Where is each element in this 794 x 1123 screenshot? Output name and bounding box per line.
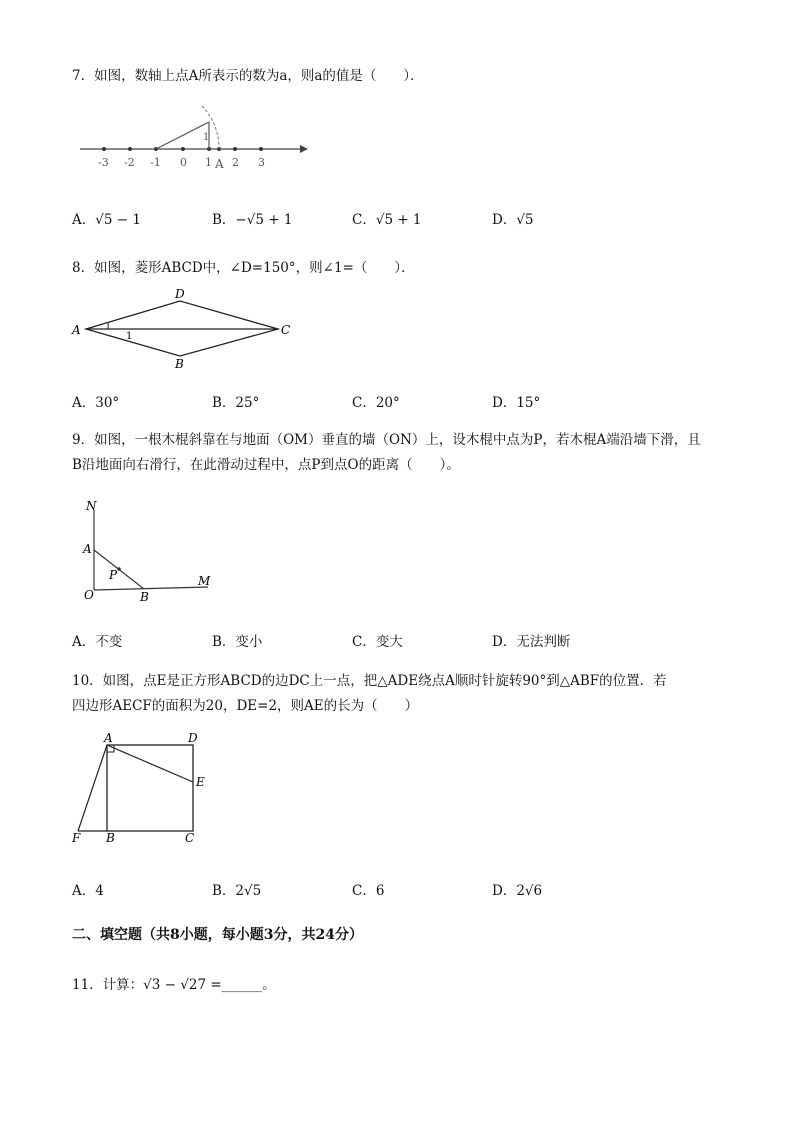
q7-option-c[interactable]: C．√5 + 1 <box>352 212 422 228</box>
vertex-d-label: D <box>188 731 198 745</box>
side-label: 1 <box>203 132 210 143</box>
tick-label: 3 <box>258 156 265 169</box>
angle-1-label: 1 <box>126 331 133 342</box>
section-2-title: 二、填空题（共8小题，每小题3分，共24分） <box>72 927 363 943</box>
q9-option-d[interactable]: D．无法判断 <box>492 634 571 650</box>
q8-option-b[interactable]: B．25° <box>212 395 260 411</box>
question-9-text-line1: 9．如图，一根木棍斜靠在与地面（OM）垂直的墙（ON）上，设木棍中点为P，若木棍A端沿墙下滑，且 <box>72 432 701 448</box>
q7-option-a[interactable]: A．√5 − 1 <box>72 212 141 228</box>
q10-option-c[interactable]: C．6 <box>352 883 385 899</box>
number-line-figure <box>78 104 310 176</box>
tick-label: 2 <box>232 156 239 169</box>
vertex-b-label: B <box>106 831 115 845</box>
q10-option-a[interactable]: A．4 <box>72 883 104 899</box>
question-10-text-line2: 四边形AECF的面积为20，DE=2，则AE的长为（ ） <box>72 698 419 714</box>
point-m-label: M <box>198 574 211 588</box>
question-10-text-line1: 10．如图，点E是正方形ABCD的边DC上一点，把△ADE绕点A顺时针旋转90°到△ABF的位置．若 <box>72 673 667 689</box>
point-a-label: A <box>83 542 92 556</box>
q9-option-b[interactable]: B．变小 <box>212 634 263 650</box>
q7-option-b[interactable]: B．−√5 + 1 <box>212 212 293 228</box>
tick-label: 1 <box>205 156 212 169</box>
point-e-label: E <box>196 775 205 789</box>
vertex-c-label: C <box>185 831 195 845</box>
q10-option-b[interactable]: B．2√5 <box>212 883 262 899</box>
question-11-text: 11．计算：√3 − √27 =______。 <box>72 977 276 993</box>
q10-option-d[interactable]: D．2√6 <box>492 883 543 899</box>
point-b-label: B <box>140 590 149 604</box>
vertex-a-label: A <box>104 731 113 745</box>
point-n-label: N <box>86 499 97 513</box>
tick-label: -2 <box>124 156 135 169</box>
q9-option-c[interactable]: C．变大 <box>352 634 403 650</box>
point-a-label: A <box>215 157 224 171</box>
q8-option-a[interactable]: A．30° <box>72 395 120 411</box>
tick-label: 0 <box>180 156 187 169</box>
q8-option-d[interactable]: D．15° <box>492 395 541 411</box>
square-figure <box>66 730 216 848</box>
tick-label: -1 <box>150 156 161 169</box>
vertex-a-label: A <box>72 323 81 337</box>
tick-label: -3 <box>98 156 109 169</box>
rhombus-figure <box>68 286 298 374</box>
ladder-figure <box>76 498 216 606</box>
vertex-b-label: B <box>175 357 184 371</box>
point-o-label: O <box>84 588 94 602</box>
vertex-c-label: C <box>281 323 291 337</box>
q9-option-a[interactable]: A．不变 <box>72 634 123 650</box>
vertex-d-label: D <box>175 287 185 301</box>
q7-option-d[interactable]: D．√5 <box>492 212 534 228</box>
point-p-label: P <box>109 568 118 582</box>
question-9-text-line2: B沿地面向右滑行，在此滑动过程中，点P到点O的距离（ ）。 <box>72 457 460 473</box>
question-7-text: 7．如图，数轴上点A所表示的数为a，则a的值是（ ）． <box>72 68 424 84</box>
point-f-label: F <box>72 831 81 845</box>
q8-option-c[interactable]: C．20° <box>352 395 400 411</box>
question-8-text: 8．如图，菱形ABCD中，∠D=150°，则∠1=（ ）． <box>72 260 415 276</box>
